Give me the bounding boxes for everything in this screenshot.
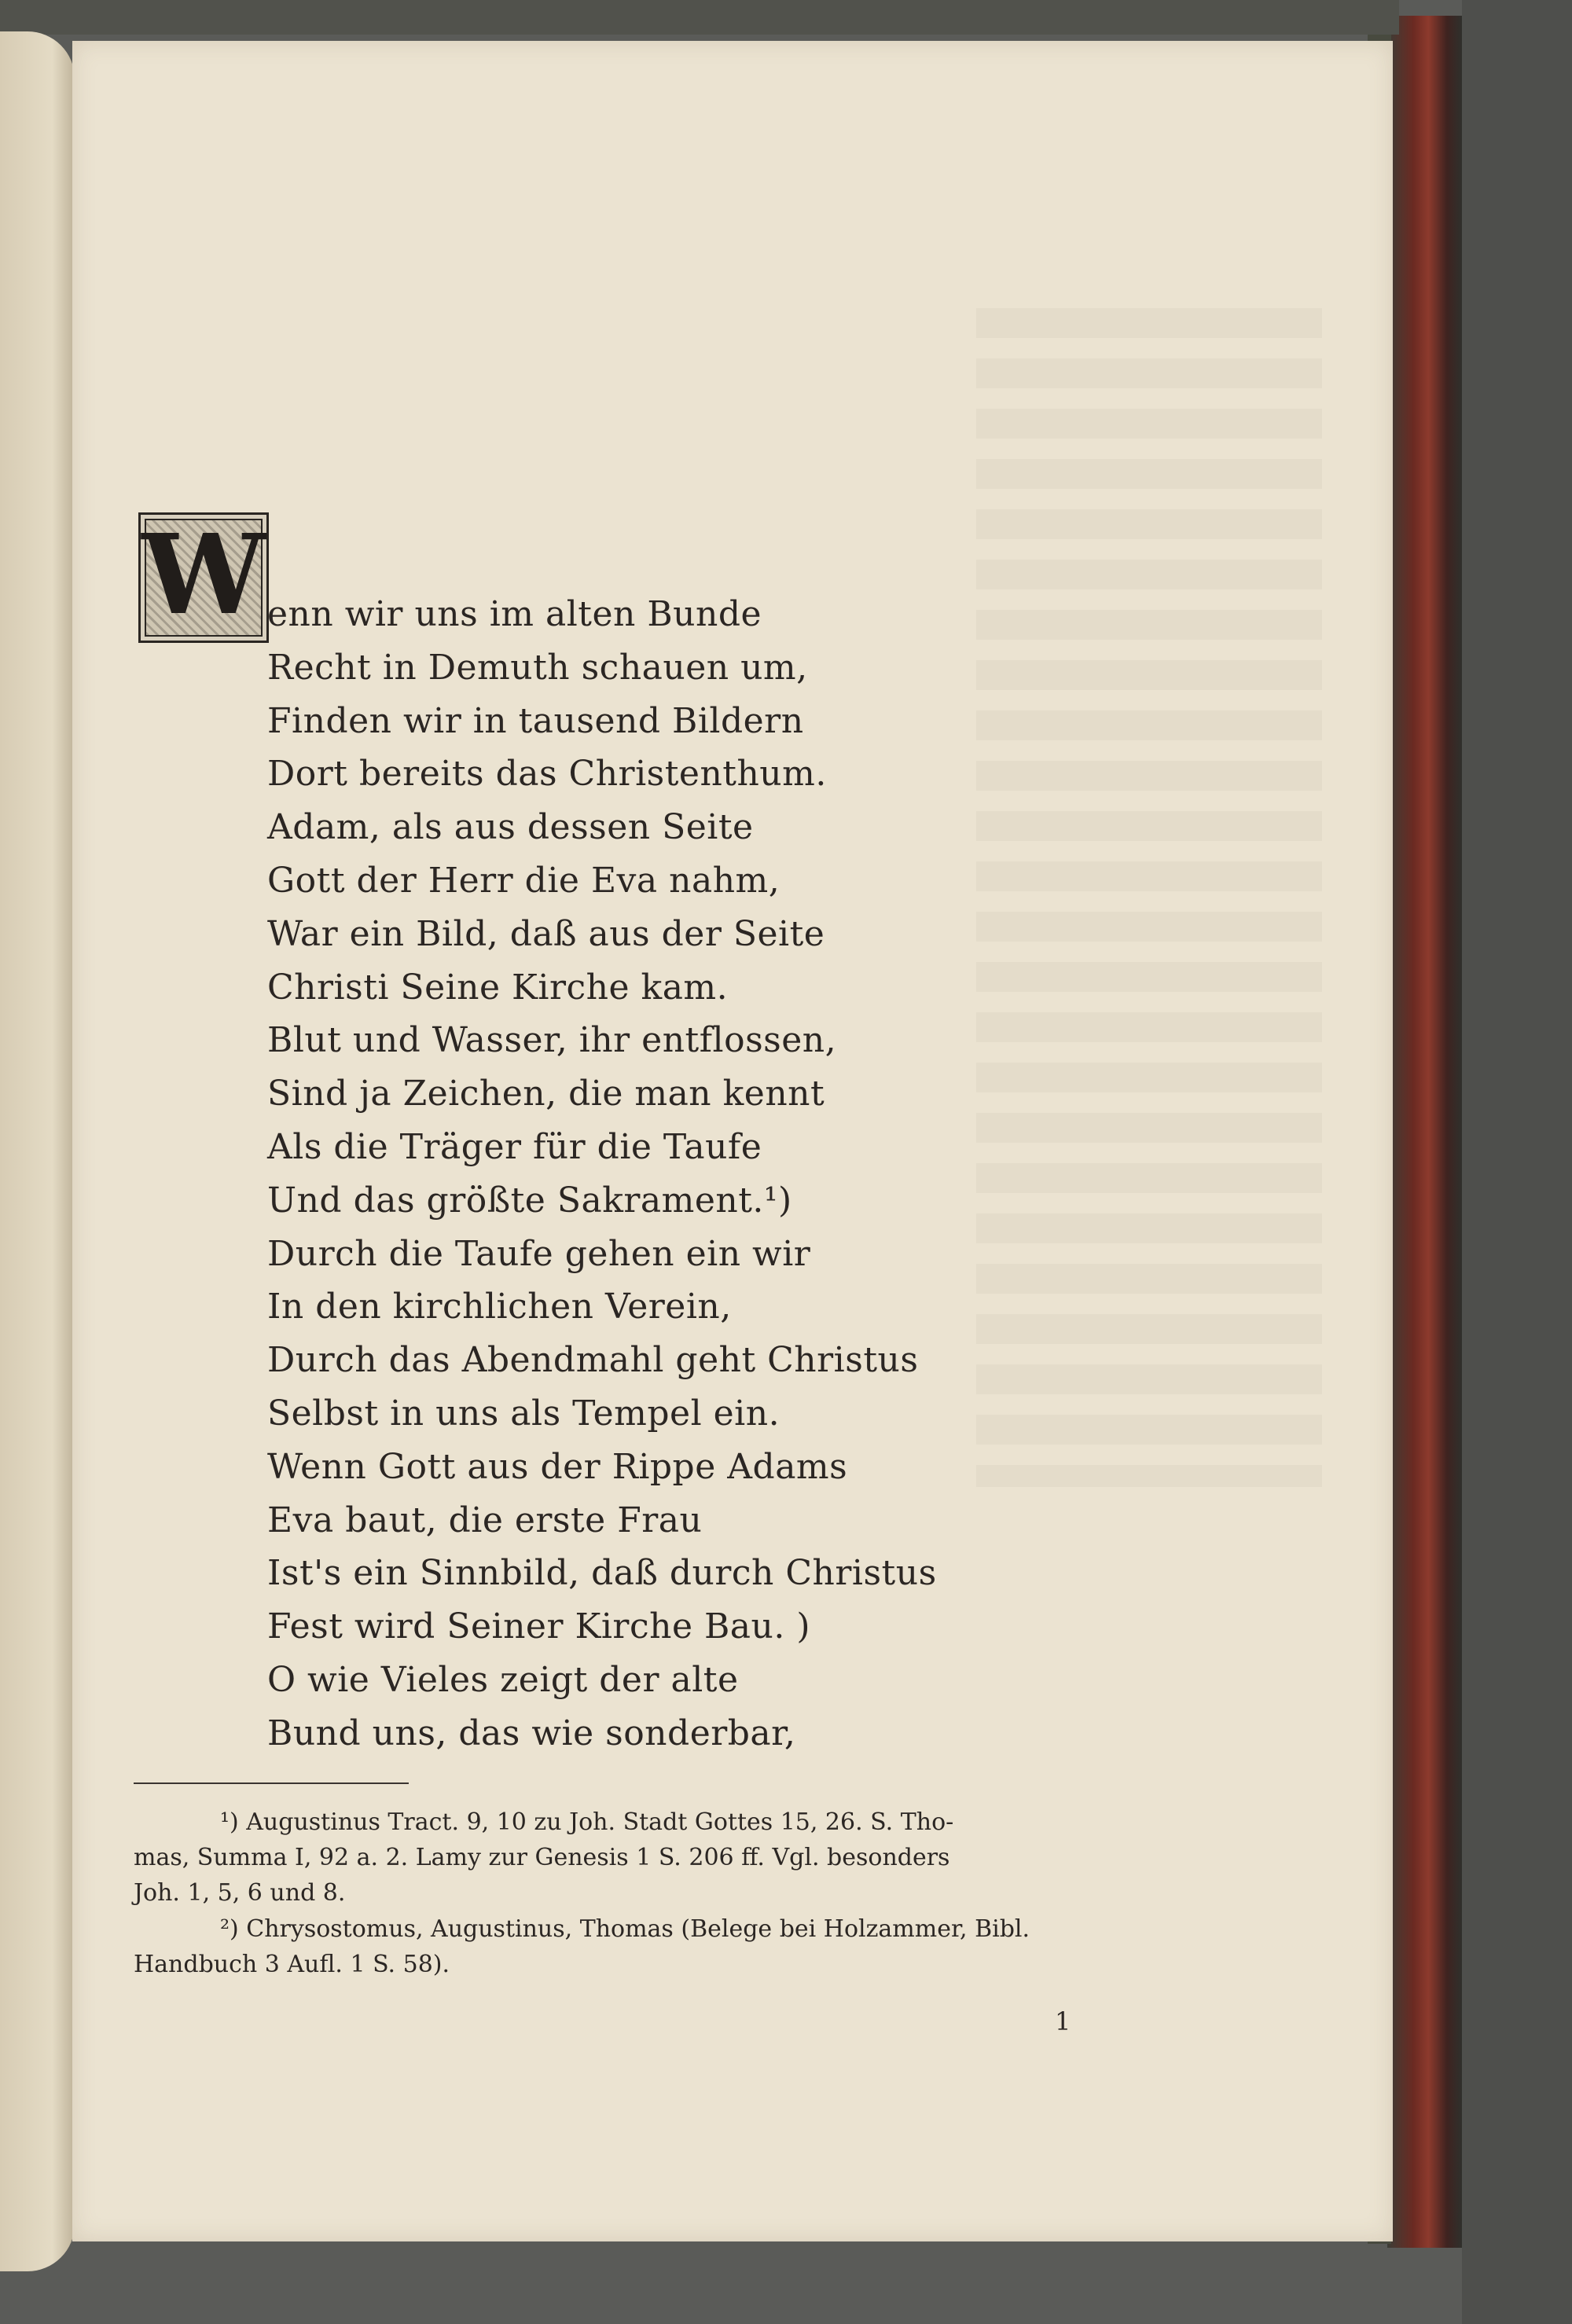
poem-line-21: O wie Vieles zeigt der alte (267, 1659, 739, 1700)
poem-line-15: Durch das Abendmahl geht Christus (267, 1340, 919, 1381)
poem-line-7: War ein Bild, daß aus der Seite (267, 913, 825, 954)
poem-line-5: Adam, als aus dessen Seite (267, 807, 754, 848)
poem-line-16: Selbst in uns als Tempel ein. (267, 1393, 780, 1434)
poem-line-3: Finden wir in tausend Bildern (267, 700, 804, 741)
poem-line-12: Und das größte Sakrament.¹) (267, 1180, 792, 1221)
footnote-2-line-2: Handbuch 3 Aufl. 1 S. 58). (134, 1951, 450, 1978)
poem-line-17: Wenn Gott aus der Rippe Adams (267, 1446, 848, 1487)
poem-line-1: enn wir uns im alten Bunde (267, 594, 762, 634)
footnote-1 (134, 1804, 1155, 1911)
page-number: 1 (1055, 2006, 1071, 2036)
poem-line-2: Recht in Demuth schauen um, (267, 647, 808, 688)
poem-line-13: Durch die Taufe gehen ein wir (267, 1233, 811, 1274)
footnote-2-line-1: ²) Chrysostomus, Augustinus, Thomas (Belege bei Holzammer, Bibl. (220, 1915, 1030, 1943)
ornamental-initial (138, 512, 269, 643)
footnote-separator (134, 1782, 409, 1784)
poem-line-6: Gott der Herr die Eva nahm, (267, 860, 780, 901)
poem-line-10: Sind ja Zeichen, die man kennt (267, 1074, 825, 1114)
poem-text (267, 588, 1250, 1760)
footnote-1-line-3: Joh. 1, 5, 6 und 8. (134, 1879, 346, 1907)
poem-line-11: Als die Träger für die Taufe (267, 1126, 762, 1167)
initial-frame (141, 511, 266, 640)
poem-line-18: Eva baut, die erste Frau (267, 1500, 703, 1540)
poem-line-4: Dort bereits das Christenthum. (267, 754, 827, 795)
initial-letter: W (141, 511, 266, 640)
poem-line-8: Christi Seine Kirche kam. (267, 967, 729, 1008)
scan-background (1462, 0, 1572, 2324)
poem-line-9: Blut und Wasser, ihr entflossen, (267, 1020, 837, 1061)
footnote-1-line-2: mas, Summa I, 92 a. 2. Lamy zur Genesis 1 S. 206 ff. Vgl. besonders (134, 1844, 950, 1871)
poem-line-14: In den kirchlichen Verein, (267, 1287, 732, 1327)
footnote-2 (134, 1911, 1155, 1982)
poem-line-20: Fest wird Seiner Kirche Bau. ) (267, 1606, 811, 1647)
poem-line-19: Ist's ein Sinnbild, daß durch Christus (267, 1553, 937, 1594)
scan-top-band (0, 0, 1399, 35)
facing-page-edge (0, 31, 75, 2271)
poem-line-22: Bund uns, das wie sonderbar, (267, 1713, 796, 1753)
footnote-1-line-1: ¹) Augustinus Tract. 9, 10 zu Joh. Stadt Gottes 15, 26. S. Tho- (220, 1808, 954, 1836)
book-cover-edge (1387, 16, 1462, 2248)
